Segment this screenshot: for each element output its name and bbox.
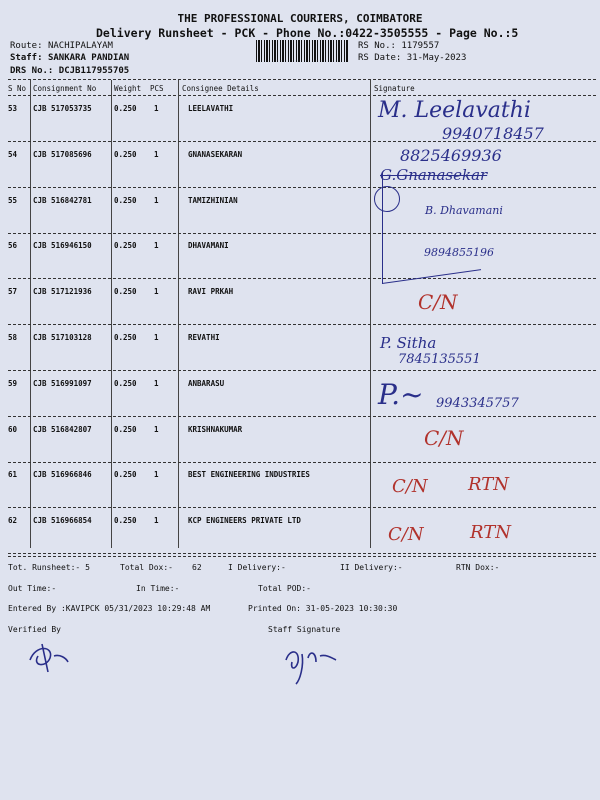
handwritten-scribble: P.~ [378,378,424,411]
handwritten-signature: G.Gnanasekar [380,166,488,184]
cell-pcs: 1 [154,470,159,480]
entered-by: Entered By :KAVIPCK 05/31/2023 10:29:48 AM [8,604,211,613]
cell-pcs: 1 [154,378,159,388]
cell-consignee: BEST ENGINEERING INDUSTRIES [188,470,310,480]
cell-consignee: KCP ENGINEERS PRIVATE LTD [188,516,301,526]
cell-consignment: CJB 516991097 [33,378,92,388]
col-header-consignment: Consignment No [33,84,97,93]
drs-value: DCJB117955705 [58,66,130,76]
handwritten-stroke [382,172,383,284]
circled-mark [374,186,400,212]
rs-no-value: 1179557 [401,41,440,51]
col-divider [178,80,179,548]
cell-sno: 60 [8,424,18,434]
row-rule [8,416,596,417]
handwritten-note: RTN [468,474,509,495]
col-divider [30,80,31,548]
row-rule [8,233,596,234]
route-value: NACHIPALAYAM [47,41,113,51]
cell-pcs: 1 [154,287,159,297]
row-rule [8,278,596,279]
cell-pcs: 1 [154,149,159,159]
col-header-weight: Weight [114,84,142,93]
handwritten-stroke [382,269,481,284]
staff-row: Staff: SANKARA PANDIAN [10,53,130,63]
row-rule [8,324,596,325]
cell-consignee: KRISHNAKUMAR [188,424,243,434]
row-rule [8,187,596,188]
table-top-rule [8,79,596,80]
cell-consignee: ANBARASU [188,378,225,388]
handwritten-signature: M. Leelavathi [378,98,531,123]
col-divider [111,80,112,548]
col-header-signature: Signature [374,84,415,93]
cell-pcs: 1 [154,424,159,434]
cell-consignee: GNANASEKARAN [188,149,243,159]
barcode [256,40,348,62]
cell-consignment: CJB 517053735 [33,104,92,113]
printed-on: Printed On: 31-05-2023 10:30:30 [248,604,398,613]
cell-consignment: CJB 517121936 [33,287,92,297]
cell-consignment: CJB 517103128 [33,333,92,342]
staff-signature [280,640,340,688]
cell-consignee: TAMIZHINIAN [188,195,238,205]
cell-consignment: CJB 516966854 [33,516,92,526]
cell-sno: 55 [8,195,18,205]
handwritten-phone: 9894855196 [424,246,494,259]
cell-consignment: CJB 516842781 [33,195,92,205]
staff-value: SANKARA PANDIAN [47,53,130,63]
cell-weight: 0.250 [114,149,137,159]
runsheet-title: Delivery Runsheet - PCK - Phone No.:0422-3505555 - Page No.:5 [96,26,519,40]
cell-sno: 54 [8,149,18,159]
total-pod: Total POD:- [258,584,311,593]
cell-pcs: 1 [154,333,159,342]
handwritten-phone: 9943345757 [436,396,519,411]
cell-sno: 56 [8,241,18,251]
cell-weight: 0.250 [114,424,137,434]
cell-pcs: 1 [154,195,159,205]
cell-consignment: CJB 517085696 [33,149,92,159]
cell-pcs: 1 [154,241,159,251]
verified-by-label: Verified By [8,625,61,634]
cell-consignment: CJB 516966846 [33,470,92,480]
footer-rule [8,556,596,557]
verifier-signature [24,638,74,674]
cell-pcs: 1 [154,104,159,113]
ii-delivery: II Delivery:- [340,563,403,572]
cell-consignment: CJB 516946150 [33,241,92,251]
handwritten-note: C/N [392,476,428,497]
row-rule [8,553,596,554]
cell-weight: 0.250 [114,241,137,251]
drs-row: DRS No.: DCJB117955705 [10,66,130,76]
cell-weight: 0.250 [114,333,137,342]
cell-pcs: 1 [154,516,159,526]
row-rule [8,462,596,463]
handwritten-signature: P. Sitha [380,334,437,352]
total-dox-value: 62 [192,563,202,572]
col-divider [370,80,371,548]
handwritten-note: C/N [388,524,424,545]
handwritten-note: C/N [418,290,458,314]
in-time: In Time:- [136,584,180,593]
i-delivery: I Delivery:- [228,563,286,572]
handwritten-phone: 7845135551 [398,352,481,367]
col-header-consignee: Consignee Details [182,84,259,93]
header-rule [8,95,596,96]
rtn-dox: RTN Dox:- [456,563,500,572]
rs-no-row: RS No.: 1179557 [358,41,440,51]
col-header-pcs: PCS [150,84,164,93]
handwritten-phone: 9940718457 [442,124,544,143]
cell-weight: 0.250 [114,195,137,205]
col-header-sno: S No [8,84,27,93]
cell-sno: 57 [8,287,18,297]
cell-sno: 58 [8,333,18,342]
tot-runsheet: Tot. Runsheet:- 5 [8,563,90,572]
cell-sno: 59 [8,378,18,388]
cell-weight: 0.250 [114,516,137,526]
route-row: Route: NACHIPALAYAM [10,41,113,51]
cell-sno: 61 [8,470,18,480]
cell-consignee: LEELAVATHI [188,104,234,113]
staff-signature-label: Staff Signature [268,625,341,634]
rs-date-row: RS Date: 31-May-2023 [358,53,467,63]
cell-consignment: CJB 516842807 [33,424,92,434]
cell-sno: 53 [8,104,18,113]
handwritten-phone: 8825469936 [400,146,502,165]
total-dox-label: Total Dox:- [120,563,173,572]
cell-consignee: DHAVAMANI [188,241,229,251]
handwritten-note: RTN [470,522,511,543]
rs-date-value: 31-May-2023 [406,53,467,63]
handwritten-note: C/N [424,426,464,450]
row-rule [8,507,596,508]
cell-weight: 0.250 [114,104,137,113]
cell-weight: 0.250 [114,470,137,480]
cell-sno: 62 [8,516,18,526]
cell-consignee: RAVI PRKAH [188,287,234,297]
cell-weight: 0.250 [114,287,137,297]
company-title: THE PROFESSIONAL COURIERS, COIMBATORE [177,12,423,25]
row-rule [8,370,596,371]
handwritten-signature: B. Dhavamani [425,204,503,217]
cell-consignee: REVATHI [188,333,220,342]
cell-weight: 0.250 [114,378,137,388]
out-time: Out Time:- [8,584,57,593]
